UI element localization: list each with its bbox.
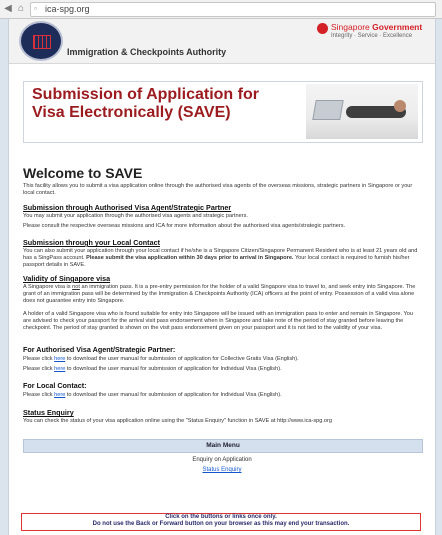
please-click-text: Please click: [23, 356, 53, 362]
individual-download-text: [23, 366, 421, 373]
status-enquiry-link[interactable]: Status Enquiry: [202, 467, 242, 473]
please-click-text: Please click: [23, 366, 53, 372]
status-text: You can check the status of your visa application online using the "Status Enquiry" function in SAVE at http://www.ica-spg.org: [23, 418, 333, 424]
validity-not: not: [72, 284, 80, 290]
page-title: Submission of Application for Visa Electronically (SAVE): [32, 86, 259, 121]
page-content: [8, 19, 436, 535]
agent-text-2: Please consult the respective overseas missions and ICA for more information about the authorised visa agents/strategic partners.: [23, 223, 346, 229]
url-text: ica-spg.org: [45, 4, 90, 14]
collective-manual-link[interactable]: here: [54, 356, 66, 362]
gov-tagline: Integrity · Service · Excellence: [331, 33, 413, 39]
banner-photo: [306, 84, 418, 139]
status-enquiry-link-wrap: [23, 467, 421, 473]
laptop-image: [312, 100, 344, 120]
gov-brand[interactable]: [331, 22, 422, 32]
site-header: [9, 19, 435, 64]
agent-download-heading: For Authorised Visa Agent/Strategic Partner:: [23, 345, 176, 354]
local-text-bold: Please submit the visa application within 30 days prior to arrival in Singapore.: [86, 255, 294, 261]
agent-text-1: You may submit your application through the authorised visa agents and strategic partners.: [23, 213, 248, 219]
please-click-text: Please click: [23, 392, 53, 398]
validity-text-1: [23, 284, 421, 305]
collective-download-text: [23, 356, 421, 363]
local-individual-manual-text: to download the user manual for submission of application for Individual Visa (English).: [66, 392, 282, 398]
collective-manual-text: to download the user manual for submission of application for Collective Gratis Visa (English).: [66, 356, 299, 362]
page-icon: ▫: [34, 4, 37, 13]
status-heading: Status Enquiry: [23, 408, 74, 417]
local-heading: Submission through your Local Contact: [23, 238, 160, 247]
agent-heading: Submission through Authorised Visa Agent/Strategic Partner: [23, 203, 232, 212]
individual-manual-text: to download the user manual for submission of application for Individual Visa (English).: [66, 366, 282, 372]
validity-text-2: A holder of a valid Singapore visa who is found suitable for entry into Singapore will be issued with an immigration pass to enter and remain in Singapore. You are advised to check your passport for the arrival visit pass endorsement when in Singapore and take note of the period of stay granted before leaving the checkpoint. The period of stay granted is shown on the visit pass endorsement given on your passport and it is not tied to the validity of your visa.: [23, 311, 413, 331]
validity-text-1a: A Singapore visa is: [23, 284, 71, 290]
home-icon[interactable]: ⌂: [17, 3, 25, 14]
back-arrow-icon[interactable]: ◀: [4, 3, 12, 14]
warning-line-1: Click on the buttons or links once only.: [165, 514, 277, 520]
validity-heading: Validity of Singapore visa: [23, 274, 111, 283]
validity-text-1b: an immigration pass. It is a pre-entry permission for the holder of a valid Singapore visa to travel to, and seek entry into Singapore. The grant of an immigration pass will be determined by the Immigration & Checkpoints Authority (ICA) officers at the point of entry. Possession of a valid visa alone does not guarantee entry into Singapore.: [23, 284, 416, 304]
local-download-heading: For Local Contact:: [23, 381, 87, 390]
individual-manual-link[interactable]: here: [54, 366, 66, 372]
title-banner: [23, 81, 423, 143]
main-menu-bar: Main Menu: [23, 439, 423, 453]
person-head-image: [394, 100, 406, 112]
gov-brand-suffix: Government: [372, 22, 423, 32]
browser-toolbar: [0, 0, 442, 19]
local-text-b: Your local contact is required to furnish his/her passport details in SAVE.: [23, 255, 410, 268]
enquiry-label: Enquiry on Application: [192, 457, 252, 463]
local-text: [23, 248, 421, 269]
warning-notice: [21, 513, 421, 531]
gov-brand-prefix: Singapore: [331, 22, 370, 32]
local-individual-manual-link[interactable]: here: [54, 392, 66, 398]
org-name: Immigration & Checkpoints Authority: [67, 47, 227, 57]
welcome-heading: Welcome to SAVE: [23, 165, 143, 181]
local-download-text: [23, 392, 421, 399]
intro-text: This facility allows you to submit a visa application online through the authorised visa agents of the overseas missions, strategic partners in Singapore or your local contact.: [23, 183, 413, 196]
warning-line-2: Do not use the Back or Forward button on your browser as this may end your transaction.: [92, 521, 350, 527]
ica-logo[interactable]: [19, 21, 63, 61]
sg-gov-logo-icon: [317, 23, 328, 34]
address-bar[interactable]: [30, 2, 436, 17]
local-text-a: You can also submit your application through your local contact if he/she is a Singapore Citizen/Singapore Permanent Resident who is at least 21 years old and has a SingPass account.: [23, 248, 418, 261]
